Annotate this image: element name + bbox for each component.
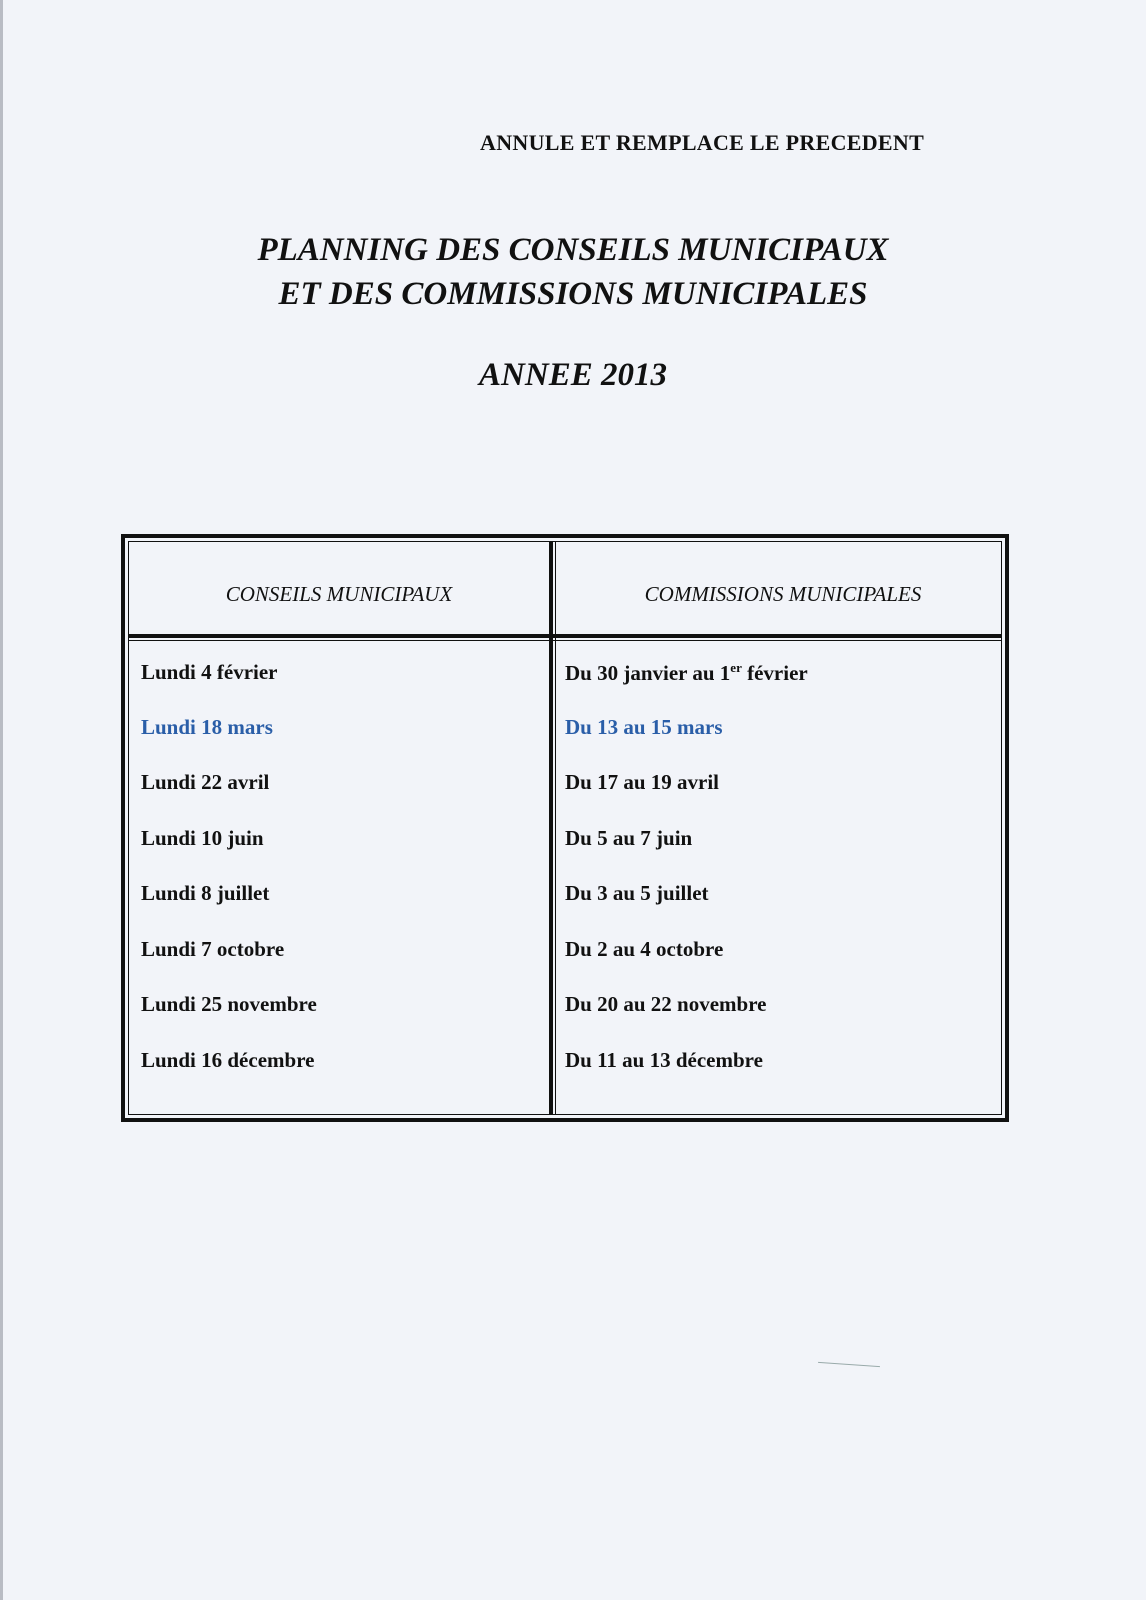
header-commissions: COMMISSIONS MUNICIPALES	[644, 582, 922, 606]
conseil-date: Lundi 4 février	[141, 660, 278, 684]
commission-date: Du 5 au 7 juin	[565, 826, 693, 850]
conseil-date: Lundi 16 décembre	[141, 1048, 315, 1072]
table-inner-frame	[128, 541, 1002, 1115]
header-conseils: CONSEILS MUNICIPAUX	[225, 582, 453, 606]
stray-mark	[818, 1362, 880, 1367]
commission-date: Du 11 au 13 décembre	[565, 1048, 763, 1072]
conseil-date: Lundi 25 novembre	[141, 992, 317, 1016]
document-year: ANNEE 2013	[479, 357, 667, 393]
commission-date: Du 3 au 5 juillet	[565, 881, 709, 905]
commission-date: Du 17 au 19 avril	[565, 770, 720, 794]
conseil-date: Lundi 7 octobre	[141, 937, 285, 961]
conseil-date: Lundi 10 juin	[141, 826, 264, 850]
conseil-date: Lundi 18 mars	[141, 715, 273, 739]
title-line-1: PLANNING DES CONSEILS MUNICIPAUX	[257, 232, 889, 268]
title-line-2: ET DES COMMISSIONS MUNICIPALES	[278, 276, 868, 312]
commission-date: Du 30 janvier au 1er février	[565, 660, 808, 685]
conseil-date: Lundi 22 avril	[141, 770, 270, 794]
column-divider	[549, 542, 553, 1114]
commission-date: Du 13 au 15 mars	[565, 715, 723, 739]
commission-date: Du 2 au 4 octobre	[565, 937, 724, 961]
notice-text: ANNULE ET REMPLACE LE PRECEDENT	[480, 130, 925, 155]
commission-date: Du 20 au 22 novembre	[565, 992, 767, 1016]
header-rule	[129, 634, 1001, 638]
conseil-date: Lundi 8 juillet	[141, 881, 270, 905]
schedule-table	[121, 534, 1009, 1122]
document-title	[0, 228, 1146, 316]
